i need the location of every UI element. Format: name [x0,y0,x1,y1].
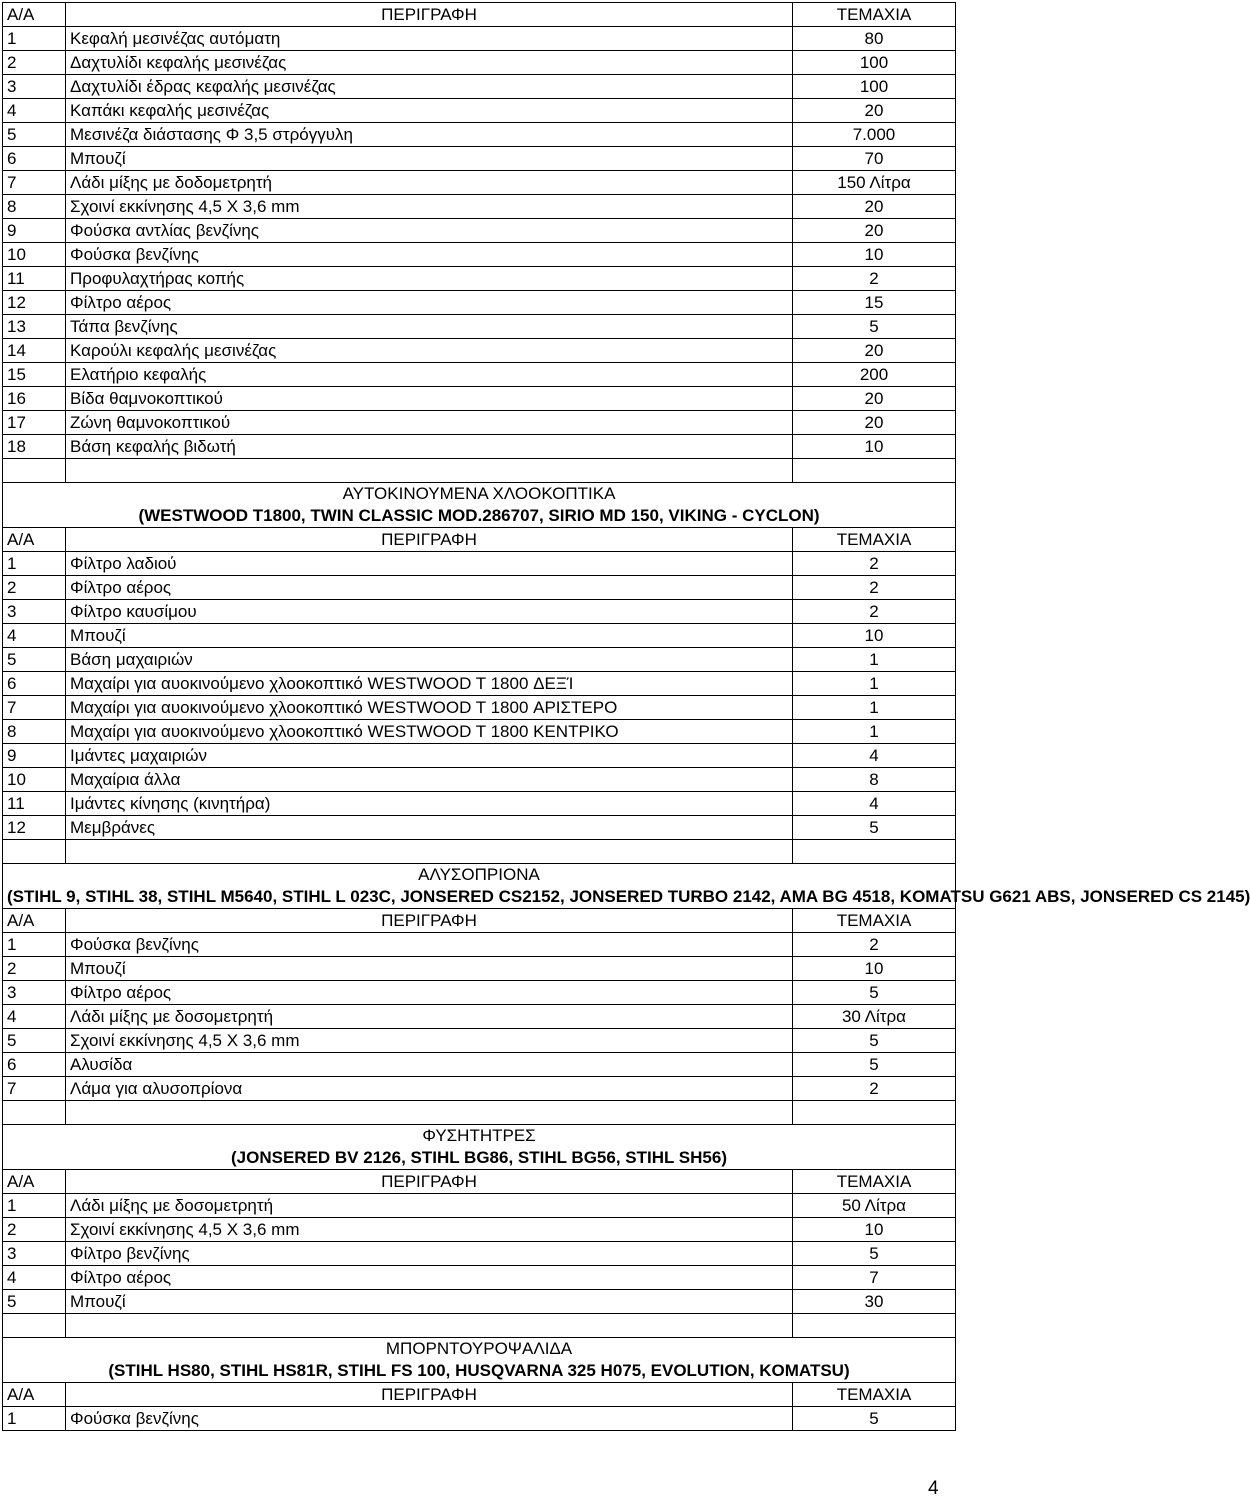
item-description: Φούσκα βενζίνης [66,933,793,957]
table-row [3,1053,956,1077]
item-number: 5 [3,1029,66,1053]
table-header-row [3,528,956,552]
item-description: Μπουζί [66,957,793,981]
item-description: Φίλτρο αέρος [66,981,793,1005]
item-description: Φούσκα βενζίνης [66,243,793,267]
table-row [3,411,956,435]
item-description: Μπουζί [66,624,793,648]
table-row [3,171,956,195]
table-row [3,1218,956,1242]
item-number: 6 [3,1053,66,1077]
item-quantity: 1 [793,648,956,672]
table-row [3,315,956,339]
item-number: 15 [3,363,66,387]
section-heading [3,483,956,528]
item-description: Σχοινί εκκίνησης 4,5 Χ 3,6 mm [66,1029,793,1053]
item-quantity: 100 [793,75,956,99]
item-number: 3 [3,600,66,624]
section-title: ΑΛΥΣΟΠΡΙΟΝΑ [418,865,540,884]
table-row [3,99,956,123]
item-number: 2 [3,1218,66,1242]
item-number: 1 [3,552,66,576]
spacer-row [3,1101,956,1125]
header-quantity: ΤΕΜΑΧΙΑ [793,1170,956,1194]
section-subtitle: (JONSERED BV 2126, STIHL BG86, STIHL BG56, STIHL SH56) [231,1148,727,1167]
item-quantity: 10 [793,243,956,267]
table-row [3,387,956,411]
item-number: 3 [3,981,66,1005]
item-number: 3 [3,75,66,99]
table-header-row [3,1170,956,1194]
item-quantity: 8 [793,768,956,792]
table-row [3,219,956,243]
item-number: 8 [3,720,66,744]
table-row [3,672,956,696]
section-subtitle: (WESTWOOD T1800, TWIN CLASSIC MOD.286707, SIRIO MD 150, VIKING - CYCLON) [138,506,820,525]
item-description: Λάδι μίξης με δοσομετρητή [66,1194,793,1218]
item-description: Λάμα για αλυσοπρίονα [66,1077,793,1101]
section-heading [3,1125,956,1170]
table-row [3,1242,956,1266]
item-description: Ελατήριο κεφαλής [66,363,793,387]
item-number: 13 [3,315,66,339]
item-quantity: 1 [793,672,956,696]
item-description: Φίλτρο αέρος [66,1266,793,1290]
header-description: ΠΕΡΙΓΡΑΦΗ [66,909,793,933]
table-row [3,1290,956,1314]
item-quantity: 200 [793,363,956,387]
table-row [3,1194,956,1218]
empty-cell [793,1101,956,1125]
item-description: Αλυσίδα [66,1053,793,1077]
item-number: 10 [3,768,66,792]
section-heading-row [3,864,956,909]
item-description: Φούσκα αντλίας βενζίνης [66,219,793,243]
item-description: Βάση κεφαλής βιδωτή [66,435,793,459]
item-quantity: 5 [793,1407,956,1431]
item-description: Μαχαίρια άλλα [66,768,793,792]
item-number: 5 [3,123,66,147]
item-number: 1 [3,933,66,957]
item-quantity: 20 [793,219,956,243]
table-row [3,981,956,1005]
table-row [3,744,956,768]
item-quantity: 5 [793,816,956,840]
empty-cell [3,459,66,483]
item-number: 6 [3,147,66,171]
table-row [3,123,956,147]
item-number: 1 [3,1194,66,1218]
item-quantity: 150 Λίτρα [793,171,956,195]
item-description: Δαχτυλίδι έδρας κεφαλής μεσινέζας [66,75,793,99]
item-number: 7 [3,696,66,720]
item-number: 5 [3,648,66,672]
table-row [3,576,956,600]
item-description: Βάση μαχαιριών [66,648,793,672]
item-number: 7 [3,1077,66,1101]
item-description: Φίλτρο αέρος [66,576,793,600]
item-number: 11 [3,792,66,816]
table-row [3,957,956,981]
table-row [3,720,956,744]
spacer-row [3,1314,956,1338]
header-description: ΠΕΡΙΓΡΑΦΗ [66,528,793,552]
item-description: Μεσινέζα διάστασης Φ 3,5 στρόγγυλη [66,123,793,147]
item-description: Λάδι μίξης με δοσομετρητή [66,1005,793,1029]
item-quantity: 5 [793,1242,956,1266]
item-description: Δαχτυλίδι κεφαλής μεσινέζας [66,51,793,75]
item-number: 9 [3,744,66,768]
item-description: Φούσκα βενζίνης [66,1407,793,1431]
table-row [3,600,956,624]
empty-cell [66,459,793,483]
item-number: 4 [3,99,66,123]
item-description: Ζώνη θαμνοκοπτικού [66,411,793,435]
item-quantity: 70 [793,147,956,171]
item-quantity: 10 [793,957,956,981]
item-number: 12 [3,291,66,315]
item-number: 4 [3,1005,66,1029]
section-heading-row [3,483,956,528]
item-number: 11 [3,267,66,291]
header-aa: Α/Α [3,528,66,552]
page-number: 4 [928,1478,939,1499]
table-row [3,768,956,792]
table-row [3,75,956,99]
header-quantity: ΤΕΜΑΧΙΑ [793,1383,956,1407]
table-row [3,552,956,576]
item-quantity: 5 [793,315,956,339]
item-description: Βίδα θαμνοκοπτικού [66,387,793,411]
item-quantity: 80 [793,27,956,51]
empty-cell [3,1101,66,1125]
table-header-row [3,1383,956,1407]
header-aa: Α/Α [3,1383,66,1407]
item-quantity: 7.000 [793,123,956,147]
item-quantity: 4 [793,792,956,816]
item-number: 4 [3,624,66,648]
item-quantity: 2 [793,576,956,600]
item-quantity: 7 [793,1266,956,1290]
empty-cell [66,1101,793,1125]
empty-cell [66,840,793,864]
section-heading [3,864,1250,909]
spacer-row [3,840,956,864]
table-row [3,195,956,219]
table-row [3,339,956,363]
item-quantity: 10 [793,624,956,648]
empty-cell [793,459,956,483]
item-number: 10 [3,243,66,267]
header-quantity: ΤΕΜΑΧΙΑ [793,909,956,933]
item-number: 16 [3,387,66,411]
table-header-row [3,909,956,933]
item-quantity: 2 [793,600,956,624]
item-number: 1 [3,1407,66,1431]
item-quantity: 20 [793,99,956,123]
section-subtitle: (STIHL HS80, STIHL HS81R, STIHL FS 100, HUSQVARNA 325 H075, EVOLUTION, KOMATSU) [108,1361,850,1380]
item-number: 8 [3,195,66,219]
item-number: 12 [3,816,66,840]
table-row [3,1077,956,1101]
section-title: ΜΠΟΡΝΤΟΥΡΟΨΑΛΙΔΑ [385,1339,573,1358]
item-description: Τάπα βενζίνης [66,315,793,339]
item-description: Καπάκι κεφαλής μεσινέζας [66,99,793,123]
table-row [3,1407,956,1431]
item-number: 4 [3,1266,66,1290]
item-number: 18 [3,435,66,459]
parts-table [2,2,1250,1431]
table-row [3,624,956,648]
item-quantity: 50 Λίτρα [793,1194,956,1218]
item-quantity: 15 [793,291,956,315]
item-description: Σχοινί εκκίνησης 4,5 Χ 3,6 mm [66,195,793,219]
item-quantity: 2 [793,1077,956,1101]
item-description: Κεφαλή μεσινέζας αυτόματη [66,27,793,51]
header-description: ΠΕΡΙΓΡΑΦΗ [66,1383,793,1407]
header-quantity: ΤΕΜΑΧΙΑ [793,3,956,27]
item-number: 17 [3,411,66,435]
item-quantity: 10 [793,435,956,459]
table-row [3,648,956,672]
section-subtitle: (STIHL 9, STIHL 38, STIHL M5640, STIHL L 023C, JONSERED CS2152, JONSERED TURBO 2142, AMA BG 4518, KOMATSU G621 ABS, JONSERED CS 2145) [7,887,1250,906]
header-description: ΠΕΡΙΓΡΑΦΗ [66,3,793,27]
empty-cell [793,840,956,864]
item-number: 7 [3,171,66,195]
item-quantity: 100 [793,51,956,75]
table-row [3,1005,956,1029]
item-number: 6 [3,672,66,696]
item-number: 3 [3,1242,66,1266]
item-description: Καρούλι κεφαλής μεσινέζας [66,339,793,363]
item-quantity: 5 [793,1053,956,1077]
empty-cell [3,840,66,864]
table-row [3,792,956,816]
item-number: 2 [3,51,66,75]
item-number: 1 [3,27,66,51]
table-row [3,291,956,315]
empty-cell [66,1314,793,1338]
table-row [3,696,956,720]
item-description: Μαχαίρι για αυοκινούμενο χλοοκοπτικό WESTWOOD T 1800 ΚΕΝΤΡΙΚΟ [66,720,793,744]
table-row [3,27,956,51]
table-row [3,243,956,267]
section-heading-row [3,1125,956,1170]
header-aa: Α/Α [3,1170,66,1194]
item-quantity: 30 Λίτρα [793,1005,956,1029]
header-aa: Α/Α [3,3,66,27]
item-quantity: 20 [793,387,956,411]
table-row [3,363,956,387]
item-description: Λάδι μίξης με δοδομετρητή [66,171,793,195]
item-description: Μεμβράνες [66,816,793,840]
item-quantity: 20 [793,195,956,219]
section-heading [3,1338,956,1383]
item-description: Φίλτρο καυσίμου [66,600,793,624]
item-quantity: 1 [793,720,956,744]
table-row [3,147,956,171]
item-quantity: 10 [793,1218,956,1242]
item-quantity: 20 [793,339,956,363]
item-quantity: 30 [793,1290,956,1314]
item-description: Μπουζί [66,147,793,171]
table-row [3,435,956,459]
item-description: Μαχαίρι για αυοκινούμενο χλοοκοπτικό WESTWOOD T 1800 ΔΕΞΊ [66,672,793,696]
table-row [3,816,956,840]
item-description: Ιμάντες μαχαιριών [66,744,793,768]
table-row [3,51,956,75]
item-quantity: 2 [793,933,956,957]
header-quantity: ΤΕΜΑΧΙΑ [793,528,956,552]
empty-cell [793,1314,956,1338]
item-description: Φίλτρο βενζίνης [66,1242,793,1266]
item-description: Μαχαίρι για αυοκινούμενο χλοοκοπτικό WESTWOOD T 1800 ΑΡΙΣΤΕΡΟ [66,696,793,720]
item-description: Ιμάντες κίνησης (κινητήρα) [66,792,793,816]
item-number: 5 [3,1290,66,1314]
section-heading-row [3,1338,956,1383]
item-quantity: 2 [793,267,956,291]
item-quantity: 4 [793,744,956,768]
header-aa: Α/Α [3,909,66,933]
item-description: Μπουζί [66,1290,793,1314]
item-quantity: 1 [793,696,956,720]
item-quantity: 5 [793,1029,956,1053]
item-number: 2 [3,957,66,981]
spacer-row [3,459,956,483]
table-row [3,1029,956,1053]
item-description: Προφυλαχτήρας κοπής [66,267,793,291]
table-row [3,933,956,957]
section-title: ΦΥΣΗΤΗΤΡΕΣ [422,1126,536,1145]
section-title: ΑΥΤΟΚΙΝΟΥΜΕΝΑ ΧΛΟΟΚΟΠΤΙΚΑ [342,484,616,503]
item-description: Φίλτρο αέρος [66,291,793,315]
item-number: 9 [3,219,66,243]
item-quantity: 5 [793,981,956,1005]
item-description: Φίλτρο λαδιού [66,552,793,576]
item-quantity: 20 [793,411,956,435]
empty-cell [3,1314,66,1338]
table-header-row [3,3,956,27]
item-description: Σχοινί εκκίνησης 4,5 Χ 3,6 mm [66,1218,793,1242]
header-description: ΠΕΡΙΓΡΑΦΗ [66,1170,793,1194]
item-quantity: 2 [793,552,956,576]
item-number: 2 [3,576,66,600]
item-number: 14 [3,339,66,363]
table-row [3,267,956,291]
table-row [3,1266,956,1290]
